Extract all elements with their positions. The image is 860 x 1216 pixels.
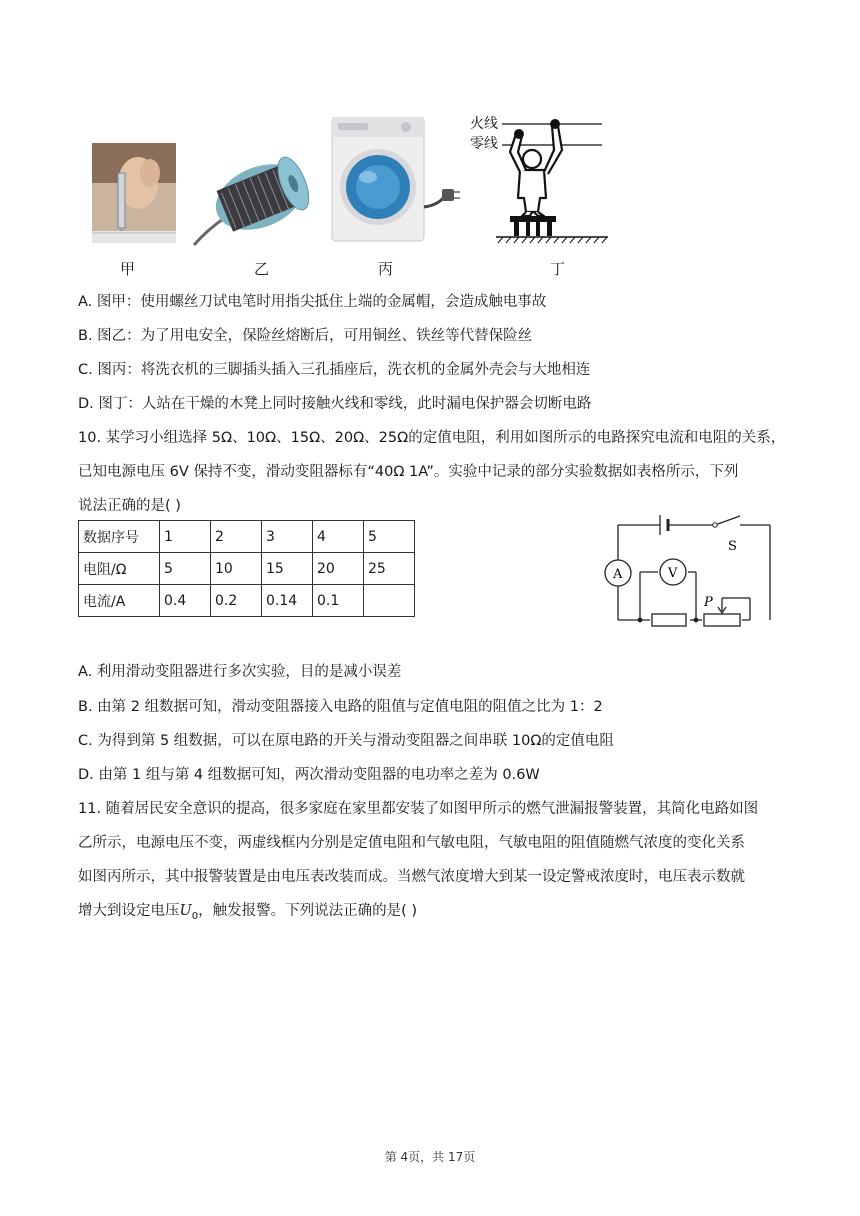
table-cell: 0.14: [262, 585, 313, 617]
q9-option-a: A. 图甲：使用螺丝刀试电笔时用指尖抵住上端的金属帽，会造成触电事故: [78, 294, 547, 310]
voltage-symbol: U: [179, 903, 192, 919]
page-footer: 第 4页，共 17页: [384, 1150, 476, 1164]
q9-option-b: B. 图乙：为了用电安全，保险丝熔断后，可用铜丝、铁丝等代替保险丝: [78, 328, 533, 344]
table-cell: 1: [160, 521, 211, 553]
q10-circuit-diagram: [600, 510, 780, 630]
table-cell: 4: [313, 521, 364, 553]
table-cell: 电阻/Ω: [79, 553, 160, 585]
table-cell: 5: [160, 553, 211, 585]
q11-stem-line-1: 11. 随着居民安全意识的提高，很多家庭在家里都安装了如图甲所示的燃气泄漏报警装置，其简化电路如图: [78, 801, 759, 817]
caption-ding: 丁: [550, 260, 566, 278]
q10-option-b: B. 由第 2 组数据可知，滑动变阻器接入电路的阻值与定值电阻的阻值之比为 1：2: [78, 699, 603, 715]
slider-label: P: [704, 595, 713, 610]
q11-stem-line-2: 乙所示，电源电压不变，两虚线框内分别是定值电阻和气敏电阻，气敏电阻的阻值随燃气浓度的变化关系: [78, 835, 745, 851]
q11-stem-line-4: [78, 901, 417, 927]
table-cell: 3: [262, 521, 313, 553]
table-cell: 2: [211, 521, 262, 553]
q11-stem-line-3: 如图丙所示，其中报警装置是由电压表改装而成。当燃气浓度增大到某一设定警戒浓度时，电压表示数就: [78, 869, 745, 885]
voltage-subscript: 0: [191, 910, 199, 922]
q9-option-c: C. 图丙：将洗衣机的三脚插头插入三孔插座后，洗衣机的金属外壳会与大地相连: [78, 362, 591, 378]
voltmeter-label: V: [668, 566, 678, 581]
q11-line4-suffix: ，触发报警。下列说法正确的是( ): [198, 903, 418, 919]
neutral-wire-label: 零线: [470, 136, 498, 152]
q9-option-d: D. 图丁：人站在干燥的木凳上同时接触火线和零线，此时漏电保护器会切断电路: [78, 396, 592, 412]
table-cell: 数据序号: [79, 521, 160, 553]
q11-line4-prefix: 增大到设定电压: [78, 903, 180, 919]
caption-jia: 甲: [120, 260, 136, 278]
q10-option-a: A. 利用滑动变阻器进行多次实验，目的是减小误差: [78, 664, 402, 680]
q10-data-table: [78, 520, 415, 617]
q10-option-d: D. 由第 1 组与第 4 组数据可知，两次滑动变阻器的电功率之差为 0.6W: [78, 767, 540, 783]
table-cell: 0.1: [313, 585, 364, 617]
caption-yi: 乙: [254, 260, 270, 278]
live-wire-label: 火线: [470, 116, 498, 132]
caption-bing: 丙: [378, 260, 394, 278]
table-cell: 0.2: [211, 585, 262, 617]
ammeter-label: A: [613, 567, 623, 582]
table-row: [79, 521, 415, 553]
table-cell: 20: [313, 553, 364, 585]
figure-ding-person-touching-wires: [470, 112, 610, 244]
figure-bing-washing-machine: [322, 117, 462, 245]
table-row: [79, 585, 415, 617]
switch-label: S: [728, 539, 737, 554]
q10-stem-line-1: 10. 某学习小组选择 5Ω、10Ω、15Ω、20Ω、25Ω的定值电阻，利用如图所示的电路探究电流和电阻的关系，: [78, 430, 786, 446]
table-row: [79, 553, 415, 585]
table-cell: 15: [262, 553, 313, 585]
table-cell: 10: [211, 553, 262, 585]
figure-yi-wire-spool: [186, 147, 314, 247]
table-cell: 0.4: [160, 585, 211, 617]
table-cell: [364, 585, 415, 617]
q10-option-c: C. 为得到第 5 组数据，可以在原电路的开关与滑动变阻器之间串联 10Ω的定值电阻: [78, 733, 614, 749]
table-cell: 电流/A: [79, 585, 160, 617]
q10-stem-line-2: 已知电源电压 6V 保持不变，滑动变阻器标有“40Ω 1A”。实验中记录的部分实验数据如表格所示，下列: [78, 464, 739, 480]
table-cell: 5: [364, 521, 415, 553]
q10-stem-line-3: 说法正确的是( ): [78, 498, 181, 514]
figure-jia-test-pen: [92, 143, 176, 243]
table-cell: 25: [364, 553, 415, 585]
